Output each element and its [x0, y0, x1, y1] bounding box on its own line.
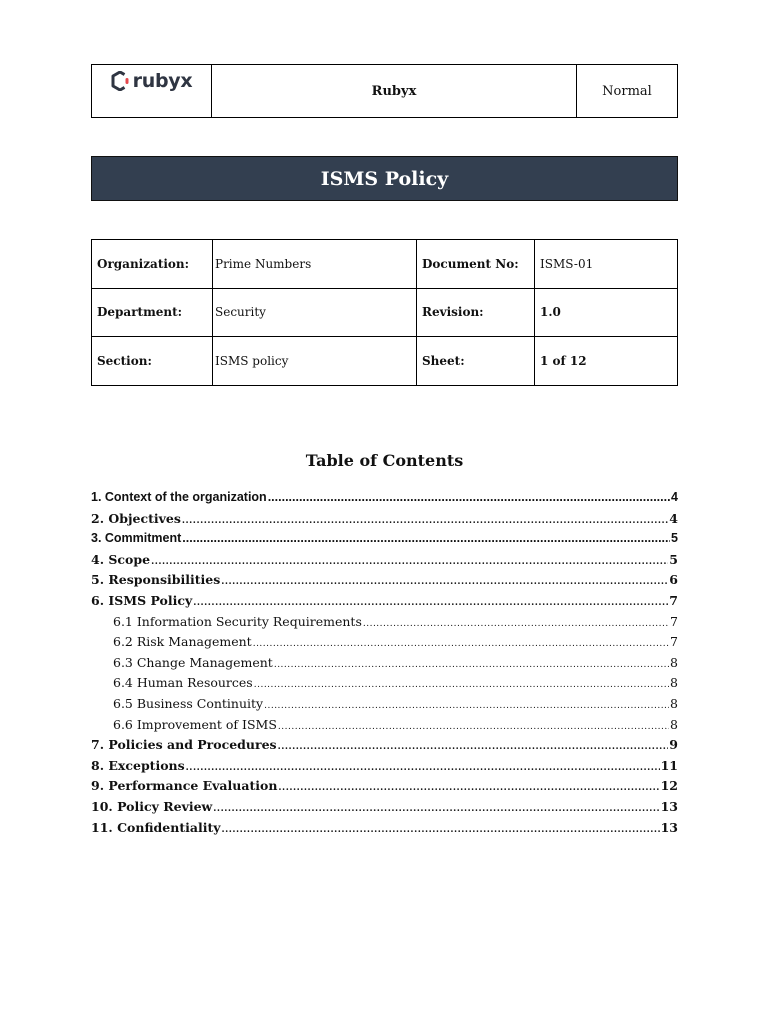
toc-entry-page: 13 — [660, 819, 678, 835]
toc-entry-page: 8 — [670, 695, 678, 711]
toc-leader — [264, 701, 669, 711]
toc-entry-page: 13 — [660, 798, 678, 814]
logo-text: rubyx — [132, 69, 193, 92]
company-name: Rubyx — [212, 65, 577, 117]
toc-leader — [278, 742, 669, 752]
info-value: ISMS-01 — [535, 240, 678, 289]
toc-entry-page: 4 — [671, 490, 678, 504]
info-row — [92, 288, 678, 337]
toc-entry-page: 12 — [660, 778, 678, 794]
toc-entry-page: 11 — [660, 757, 678, 773]
toc-entry[interactable] — [91, 593, 678, 614]
toc-entry[interactable] — [91, 820, 678, 841]
toc-entry-label: 6.1 Information Security Requirements — [113, 613, 362, 629]
toc-leader — [182, 531, 670, 545]
toc-leader — [151, 557, 668, 567]
toc-entry-label: 11. Confidentiality — [91, 819, 221, 835]
toc-entry-page: 9 — [669, 737, 678, 753]
toc-entry-label: 6.2 Risk Management — [113, 634, 252, 650]
logo-cell — [92, 65, 212, 117]
info-label: Document No: — [417, 240, 535, 289]
document-title: ISMS Policy — [91, 156, 678, 201]
toc-entry-label: 4. Scope — [91, 551, 151, 567]
toc-entry-page: 5 — [669, 551, 678, 567]
table-of-contents — [91, 490, 678, 840]
toc-entry-page: 7 — [670, 613, 678, 629]
info-label: Section: — [92, 337, 213, 386]
toc-entry-label: 1. Context of the organization — [91, 490, 267, 504]
toc-entry[interactable] — [91, 511, 678, 532]
info-value: Prime Numbers — [213, 240, 417, 289]
info-value: 1.0 — [535, 288, 678, 337]
toc-entry-page: 8 — [670, 675, 678, 691]
toc-entry-page: 7 — [670, 634, 678, 650]
toc-entry-label: 6.4 Human Resources — [113, 675, 253, 691]
toc-entry-label: 6.3 Change Management — [113, 654, 273, 670]
toc-entry[interactable] — [91, 552, 678, 573]
toc-entry[interactable] — [91, 737, 678, 758]
toc-entry[interactable] — [91, 572, 678, 593]
toc-entry-label: 8. Exceptions — [91, 757, 185, 773]
toc-leader — [268, 490, 670, 504]
toc-entry[interactable] — [91, 758, 678, 779]
toc-subentry[interactable] — [91, 634, 678, 655]
toc-leader — [193, 598, 668, 608]
toc-entry-page: 8 — [670, 716, 678, 732]
toc-entry[interactable] — [91, 778, 678, 799]
toc-entry-label: 2. Objectives — [91, 510, 181, 526]
info-value: ISMS policy — [213, 337, 417, 386]
toc-entry-label: 10. Policy Review — [91, 798, 213, 814]
info-value: 1 of 12 — [535, 337, 678, 386]
toc-entry-page: 8 — [670, 654, 678, 670]
toc-subentry[interactable] — [91, 614, 678, 635]
toc-entry-label: 6.5 Business Continuity — [113, 695, 264, 711]
toc-entry[interactable] — [91, 531, 678, 552]
info-row — [92, 337, 678, 386]
rubyx-hexagon-icon — [111, 71, 129, 91]
classification-label: Normal — [602, 83, 652, 99]
toc-leader — [274, 660, 669, 670]
toc-leader — [363, 619, 669, 629]
toc-subentry[interactable] — [91, 675, 678, 696]
toc-leader — [221, 577, 668, 587]
info-label: Sheet: — [417, 337, 535, 386]
document-header — [91, 64, 678, 118]
toc-leader — [254, 680, 669, 690]
toc-entry-label: 6. ISMS Policy — [91, 592, 193, 608]
toc-leader — [253, 639, 669, 649]
toc-subentry[interactable] — [91, 696, 678, 717]
info-label: Department: — [92, 288, 213, 337]
toc-leader — [278, 783, 659, 793]
toc-entry-page: 7 — [669, 592, 678, 608]
toc-entry-label: 3. Commitment — [91, 531, 182, 546]
toc-entry-label: 9. Performance Evaluation — [91, 778, 278, 794]
toc-leader — [186, 763, 660, 773]
info-row — [92, 240, 678, 289]
toc-entry-label: 7. Policies and Procedures — [91, 737, 277, 753]
info-label: Revision: — [417, 288, 535, 337]
toc-leader — [278, 722, 669, 732]
toc-leader — [222, 825, 660, 835]
toc-entry-label: 5. Responsibilities — [91, 572, 221, 588]
company-logo — [111, 71, 193, 91]
toc-leader — [182, 516, 668, 526]
toc-entry-page: 6 — [669, 572, 678, 588]
toc-entry-page: 4 — [669, 510, 678, 526]
toc-entry[interactable] — [91, 490, 678, 511]
document-info-table — [91, 239, 678, 386]
toc-leader — [213, 804, 659, 814]
toc-entry-page: 5 — [671, 531, 678, 546]
toc-entry[interactable] — [91, 799, 678, 820]
toc-subentry[interactable] — [91, 717, 678, 738]
toc-title: Table of Contents — [305, 451, 464, 470]
toc-subentry[interactable] — [91, 655, 678, 676]
info-value: Security — [213, 288, 417, 337]
info-label: Organization: — [92, 240, 213, 289]
toc-entry-label: 6.6 Improvement of ISMS — [113, 716, 277, 732]
